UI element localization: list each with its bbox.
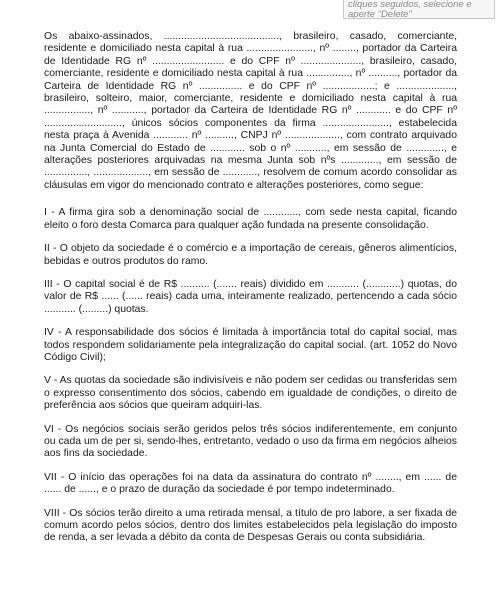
instruction-tooltip	[343, 0, 495, 19]
clause-vi: VI - Os negócios sociais serão geridos pelos três sócios indiferentemente, em conjunto ou cada um de per si, sendo-lhes, entretanto, vedado o uso da firma em negócios alheios aos fins da sociedade.	[44, 423, 457, 460]
clause-vii: VII - O início das operações foi na data da assinatura do contrato nº ........, em ...... de ...... de ......, e o prazo de duração da sociedade é por tempo indeterminado.	[44, 471, 457, 496]
clause-v: V - As quotas da sociedade são indivisíveis e não podem ser cedidas ou transferidas sem o expresso consentimento dos sócios, cabendo em igualdade de condições, o direito de preferência aos sócios que queiram adquiri-las.	[44, 375, 457, 412]
clause-iii: III - O capital social é de R$ .......... (....... reais) dividido em ........... (............) quotas, do valor de R$ ...... (...... reais) cada uma, inteiramente realizado, pertencendo a cada sócio ........... (.........) quotas.	[44, 278, 457, 315]
tooltip-line-1: cliques seguidos, selecione e	[348, 0, 472, 10]
tooltip-line-2: aperte "Delete"	[348, 9, 412, 19]
clause-i: I - A firma gira sob a denominação social de ............, com sede nesta capital, ficando eleito o foro desta Comarca para qualquer ação fundada na presente consolidação.	[44, 207, 457, 231]
intro-paragraph: Os abaixo-assinados, ........................................, brasileiro, casado, comerciante, residente e domiciliado nesta capital à rua ......................., nº ........, portador da Carteira de Identidade RG nº ......................... e do CPF nº ....................., brasileiro, casado, comerciante, residente e domiciliado nesta capital à rua ..............., nº .........., portador da Carteira de Identidade RG nº ............... e do CPF nº ..................; e ...................., brasileiro, solteiro, maior, comerciante, residente e domiciliado nesta capital à rua ................, nº ..........., portador da Carteira de Identidade RG nº ............ e do CPF nº ..........................., únicos sócios componentes da firma ......................., estabelecida nesta praça à Avenida ............ nº .........., CNPJ nº ..................., com contrato arquivado na Junta Comercial do Estado de ............ sob o nº ..........., em sessão de ............., e alterações posteriores arquivadas na mesma Junta sob nºs ............., em sessão de ..............., ..................., em sessão de ............, resolvem de comum acordo consolidar as cláusulas em vigor do mencionado contrato e alterações posteriores, como segue:	[44, 31, 457, 191]
contract-document	[44, 31, 457, 556]
clause-viii: VIII - Os sócios terão direito a uma retirada mensal, a título de pro labore, a ser fixada de comum acordo pelos sócios, dentro dos limites estabelecidos pela legislação do imposto de renda, a ser levada a débito da conta de Despesas Gerais ou conta subsidiária.	[44, 507, 457, 544]
clause-iv: IV - A responsabilidade dos sócios é limitada à importância total do capital social, mas todos respondem solidariamente pela integralização do capital social. (art. 1052 do Novo Código Civil);	[44, 327, 457, 363]
clause-ii: II - O objeto da sociedade é o comércio e a importação de cereais, gêneros alimentícios, bebidas e outros produtos do ramo.	[44, 243, 457, 267]
